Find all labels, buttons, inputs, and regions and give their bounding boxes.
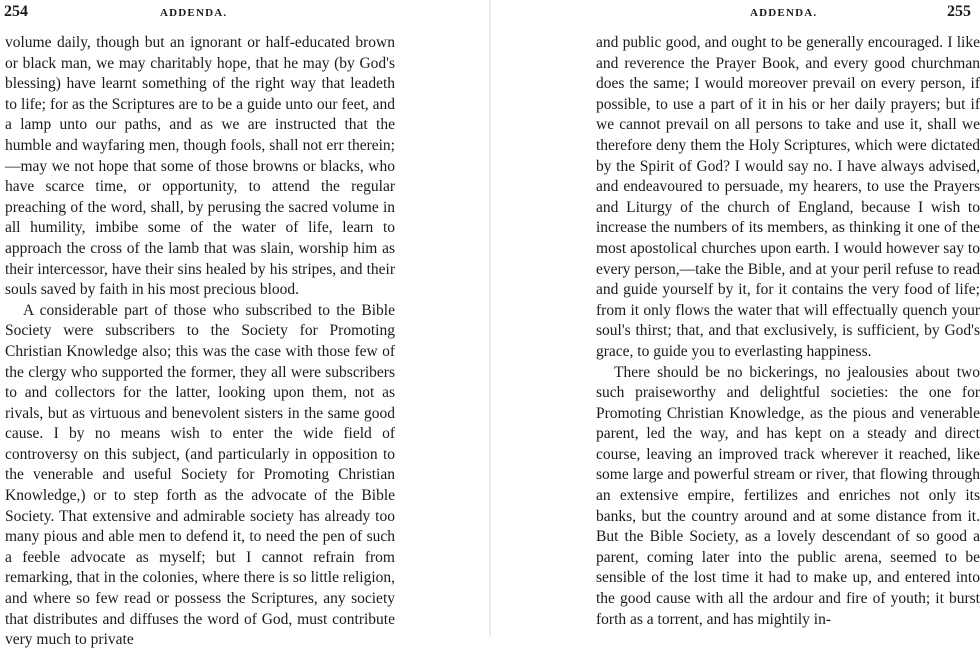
- left-page-body: [5, 33, 395, 651]
- paragraph: volume daily, though but an ignorant or half-educated brown or black man, we may charitably hope, that he may (by God's blessing) have learnt something of the right way that leadeth to life; for as the Scriptures are to be a guide unto our feet, and a lamp unto our paths, and as we are instructed that the humble and wayfaring men, though fools, shall not err therein;—may we not hope that some of those browns or blacks, who have scarce time, or opportunity, to attend the regular preaching of the word, shall, by perusing the sacred volume in all humility, imbibe some of the water of life, learn to approach the cross of the lamb that was slain, worship him as their intercessor, have their sins healed by his stripes, and their souls saved by faith in his most precious blood.: [5, 34, 395, 299]
- gutter-divider: [489, 0, 491, 637]
- running-head: ADDENDA.: [160, 7, 228, 19]
- running-head: ADDENDA.: [750, 7, 818, 19]
- page-number: 255: [947, 3, 971, 20]
- paragraph: There should be no bickerings, no jealousies about two such praiseworthy and delightful societies: the one for Promoting Christian Knowledge, as the pious and venerable parent, led the way, and has kept on a steady and direct course, leaving an improved track wherever it reached, like some large and powerful stream or river, that flowing through an extensive empire, fertilizes and enriches not only its banks, but the country around and at some distance from it. But the Bible Society, as a lovely descendant of so good a parent, coming later into the public arena, seemed to be sensible of the lost time it had to make up, and entered into the good cause with all the ardour and fire of youth; it burst forth as a torrent, and has mightily in-: [596, 363, 980, 628]
- paragraph: A considerable part of those who subscribed to the Bible Society were subscribers to the Society for Promoting Christian Knowledge also; this was the case with those few of the clergy who supported the former, they all were subscribers to and collectors for the latter, looking upon them, not as rivals, but as virtuous and benevolent sisters in the same good cause. I by no means wish to enter the wide field of controversy on this subject, (and particularly in opposition to the venerable and useful Society for Promoting Christian Knowledge,) or to step forth as the advocate of the Bible Society. That extensive and admirable society has already too many pious and able men to defend it, to need the pen of such a feeble advocate as myself; but I cannot refrain from remarking, that in the colonies, where there is so little religion, and where so few read or possess the Scriptures, any society that distributes and diffuses the word of God, must contribute very much to private: [5, 301, 395, 649]
- left-page: [0, 0, 488, 649]
- paragraph: and public good, and ought to be generally encouraged. I like and reverence the Prayer Book, and every good churchman does the same; I would moreover prevail on every person, if possible, to use a part of it in his or her daily prayers; but if we cannot prevail on all persons to take and use it, shall we therefore deny them the Holy Scriptures, which were dictated by the Spirit of God? I would say no. I have always advised, and endeavoured to persuade, my hearers, to use the Prayers and Liturgy of the church of England, because I wish to increase the numbers of its members, as thinking it one of the most apostolical churches upon earth. I would however say to every person,—take the Bible, and at your peril refuse to read and guide yourself by it, for it contains the very food of life; from it only flows the water that will effectually quench your soul's thirst; that, and that exclusively, is sufficient, by God's grace, to guide you to everlasting happiness.: [596, 34, 980, 360]
- right-page: [492, 0, 980, 637]
- right-page-body: [596, 33, 980, 630]
- page-number: 254: [4, 3, 28, 20]
